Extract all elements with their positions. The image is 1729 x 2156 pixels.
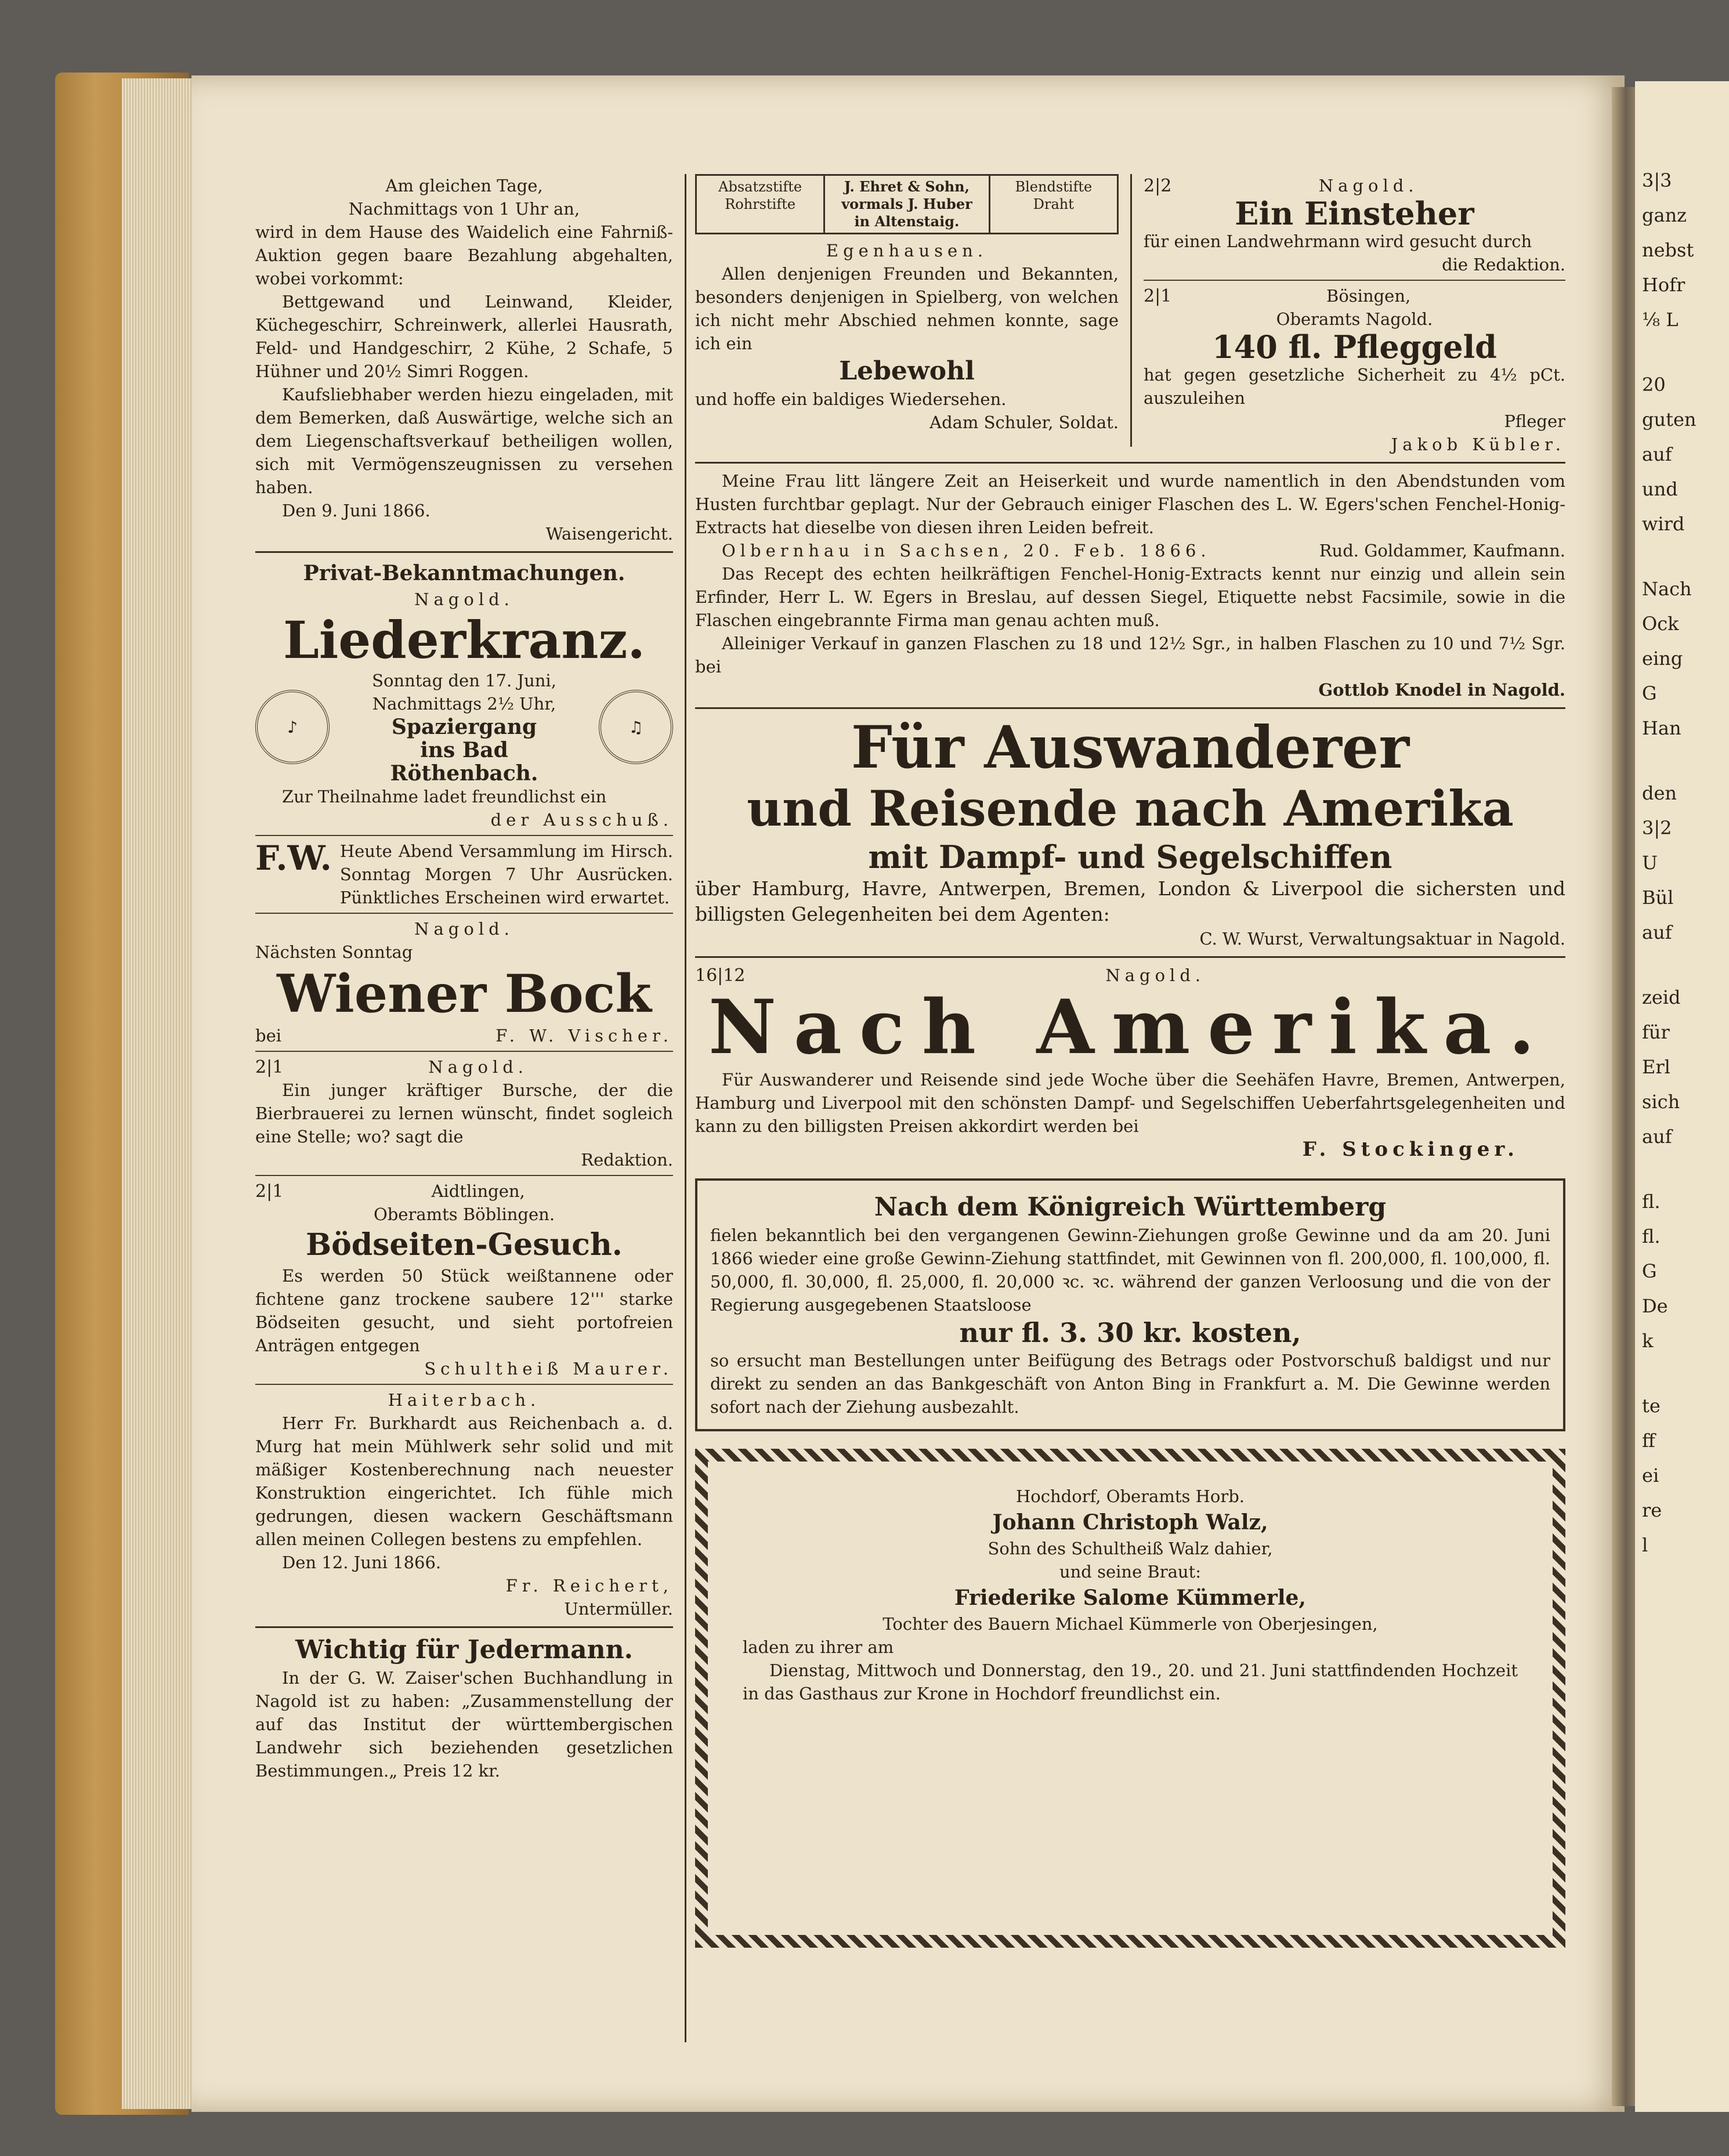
divider: [695, 707, 1565, 709]
ad-line: Röthenbach.: [390, 761, 538, 786]
fenchel-ad: [695, 469, 1565, 701]
facing-page-fragment: auf: [1642, 921, 1672, 943]
ad-agent: C. W. Wurst, Verwaltungsaktuar in Nagold.: [1199, 929, 1565, 949]
facing-page-fragment: 3|2: [1642, 817, 1672, 839]
ad-date: Den 12. Juni 1866.: [282, 1553, 442, 1572]
fw-text: Heute Abend Versammlung im Hirsch. Sonntag Morgen 7 Uhr Ausrücken. Pünktliches Erscheinen wird erwartet.: [339, 841, 673, 907]
ad-number: 16|12: [695, 965, 746, 986]
facing-page-fragment: guten: [1642, 408, 1697, 431]
ad-title: Wiener Bock: [277, 963, 652, 1025]
ad-signer: F. Stockinger.: [1302, 1138, 1519, 1161]
facing-page-fragment: 3|3: [1642, 169, 1672, 191]
facing-page-fragment: ganz: [1642, 204, 1687, 226]
ad-role: Pfleger: [1504, 411, 1565, 431]
box-text: vormals J. Huber: [841, 196, 972, 212]
ad-signer: Redaktion.: [581, 1150, 673, 1170]
ad-sub: Oberamts Nagold.: [1276, 309, 1433, 329]
facing-page-fragment: nebst: [1642, 239, 1694, 261]
facing-page-fragment: Han: [1642, 717, 1681, 739]
ad-text: über Hamburg, Havre, Antwerpen, Bremen, London & Liverpool die sichersten und billigsten Gelegenheiten bei dem Agenten:: [695, 877, 1565, 925]
page-edges: [122, 78, 197, 2109]
ad-title: Lebewohl: [839, 356, 975, 386]
facing-page-fragment: te: [1642, 1395, 1661, 1417]
auction-line: Bettgewand und Leinwand, Kleider, Küchegeschirr, Schreinwerk, allerlei Hausrath, Feld- und Handgeschirr, 2 Kühe, 2 Schafe, 5 Hühner und 20½ Simri Roggen.: [255, 292, 673, 381]
auction-date: Den 9. Juni 1866.: [282, 501, 431, 520]
ad-text: und seine Braut:: [1059, 1562, 1202, 1582]
ad-line: ins Bad: [420, 738, 508, 762]
ad-place: Hochdorf, Oberamts Horb.: [1016, 1486, 1245, 1506]
boedseiten-ad: [255, 1180, 673, 1380]
ad-place: Bösingen,: [1326, 286, 1411, 306]
ad-text: Ein junger kräftiger Bursche, der die Bierbrauerei zu lernen wünscht, findet sogleich eine Stelle; wo? sagt die: [255, 1080, 673, 1146]
ad-text: Allen denjenigen Freunden und Bekannten, besonders denjenigen in Spielberg, von welchen ich nicht mehr Abschied nehmen konnte, sage ich ein: [695, 264, 1119, 353]
left-column: [255, 174, 673, 1782]
box-text: Absatzstifte: [718, 179, 802, 195]
divider: [255, 1384, 673, 1385]
facing-page-fragment: Hofr: [1642, 274, 1685, 296]
lottery-ad: [695, 1178, 1565, 1431]
auction-notice: [255, 174, 673, 545]
wiener-bock-ad: [255, 917, 673, 1047]
box-text: J. Ehret & Sohn,: [844, 178, 970, 195]
wichtig-ad: [255, 1634, 673, 1782]
pflegeld-ad: [1144, 284, 1565, 456]
auction-line: Kaufsliebhaber werden hiezu eingeladen, mit dem Bemerken, daß Auswärtige, welche sich an dem Liegenschaftsverkauf betheiligen wollen, sich mit Vermögenszeugnissen zu versehen haben.: [255, 385, 673, 497]
ad-place: Haiterbach.: [388, 1390, 541, 1410]
facing-page-fragment: für: [1642, 1021, 1670, 1043]
ad-text: Sohn des Schultheiß Walz dahier,: [988, 1539, 1273, 1558]
ad-number: 2|1: [255, 1181, 284, 1202]
ad-title: Für Auswanderer: [851, 713, 1410, 782]
fw-notice: [255, 840, 673, 909]
facing-page-fragment: Nach: [1642, 578, 1692, 600]
ad-place: Nagold.: [414, 589, 514, 609]
ad-title: Wichtig für Jedermann.: [295, 1635, 633, 1665]
ad-signer: Fr. Reichert,: [505, 1576, 673, 1596]
ad-place-date: Olbernhau in Sachsen, 20. Feb. 1866.: [722, 541, 1211, 560]
liederkranz-ad: [255, 588, 673, 831]
bride-name: Friederike Salome Kümmerle,: [954, 1586, 1306, 1610]
ad-title: Bödseiten-Gesuch.: [306, 1227, 623, 1263]
ad-line: Nachmittags 2½ Uhr,: [372, 694, 556, 714]
ad-signer: die Redaktion.: [1442, 255, 1565, 274]
facing-page-fragment: Erl: [1642, 1056, 1670, 1078]
facing-page-fragment: und: [1642, 478, 1678, 500]
einsteher-ad: [1144, 174, 1565, 276]
divider: [255, 835, 673, 836]
facing-page-fragment: zeid: [1642, 986, 1681, 1008]
box-text: Draht: [1033, 196, 1074, 212]
facing-page-fragment: ⅛ L: [1642, 309, 1679, 331]
facing-page: [1635, 81, 1729, 2112]
box-text: Blendstifte: [1015, 179, 1093, 195]
ad-line: Nächsten Sonntag: [255, 942, 413, 962]
ad-text: Das Recept des echten heilkräftigen Fenchel-Honig-Extracts kennt nur einzig und allein sein Erfinder, Herr L. W. Egers in Breslau, auf dessen Siegel, Etiquette nebst Facsimile, sowie in die Flaschen eingebrannte Firma man genau achten muß.: [695, 564, 1565, 630]
ad-price: nur fl. 3. 30 kr. kosten,: [959, 1317, 1301, 1348]
facing-page-fragment: wird: [1642, 513, 1685, 535]
facing-page-fragment: fl.: [1642, 1191, 1661, 1213]
ad-text: Alleiniger Verkauf in ganzen Flaschen zu 18 und 12½ Sgr., in halben Flaschen zu 10 und 7½ Sgr. bei: [695, 634, 1565, 677]
lebewohl-ad: [695, 239, 1119, 434]
ad-sub: Oberamts Böblingen.: [373, 1204, 555, 1224]
ad-number: 2|1: [255, 1057, 284, 1077]
ad-text: so ersucht man Bestellungen unter Beifügung des Betrags oder Postvorschuß baldigst und nur direkt zu senden an das Bankgeschäft von Anton Bing in Frankfurt a. M. Die Gewinne werden sofort nach der Ziehung ausbezahlt.: [710, 1351, 1550, 1417]
auction-line: Am gleichen Tage,: [385, 176, 543, 196]
ad-seller: Gottlob Knodel in Nagold.: [1318, 680, 1565, 700]
facing-page-fragment: auf: [1642, 443, 1672, 465]
ad-title: Ein Einsteher: [1235, 195, 1474, 232]
facing-page-fragment: ei: [1642, 1464, 1659, 1486]
facing-page-fragment: G: [1642, 1260, 1657, 1282]
ad-text: laden zu ihrer am: [743, 1637, 894, 1657]
divider: [255, 1175, 673, 1176]
auction-line: wird in dem Hause des Waidelich eine Fahrniß-Auktion gegen baare Bezahlung abgehalten, wobei vorkommt:: [255, 222, 673, 288]
ad-text: Für Auswanderer und Reisende sind jede Woche über die Seehäfen Havre, Bremen, Antwerpen, Hamburg und Liverpool mit den schönsten Dampf- und Segelschiffen Ueberfahrtsgelegenheiten und kann zu den billigsten Preisen akkordirt werden bei: [695, 1070, 1565, 1136]
ad-signer: Jakob Kübler.: [1391, 435, 1565, 454]
ad-text: fielen bekanntlich bei den vergangenen Gewinn-Ziehungen große Gewinne und da am 20. Juni 1866 wieder eine große Gewinn-Ziehung stattfindet, mit Gewinnen von fl. 200,000, fl. 100,000, fl. 50,000, fl. 30,000, fl. 25,000, fl. 20,000 ꝛc. ꝛc. während der ganzen Verloosung und die von der Regierung ausgegebenen Staatsloose: [710, 1225, 1550, 1315]
book-gutter: [1612, 87, 1635, 2106]
ad-title: und Reisende nach Amerika: [747, 780, 1514, 837]
right-column: [695, 174, 1565, 1948]
ad-signer: Schultheiß Maurer.: [424, 1359, 673, 1379]
facing-page-fragment: den: [1642, 782, 1677, 804]
haiterbach-ad: [255, 1388, 673, 1620]
divider: [255, 913, 673, 914]
lyre-emblem-icon: ♪: [255, 690, 330, 764]
ad-place: Egenhausen.: [826, 241, 988, 261]
ad-text: Herr Fr. Burkhardt aus Reichenbach a. d. Murg hat mein Mühlwerk sehr solid und mit mäßiger Kostenberechnung nach neuester Konstruktion eingerichtet. Ich fühle mich gedrungen, diesen wackern Geschäftsmann allen meinen Collegen bestens zu empfehlen.: [255, 1413, 673, 1549]
facing-page-fragment: De: [1642, 1295, 1668, 1317]
ad-place: Nagold.: [1105, 965, 1206, 985]
divider: [255, 551, 673, 553]
ad-signer: F. W. Vischer.: [495, 1026, 673, 1046]
ad-title: mit Dampf- und Segelschiffen: [868, 838, 1392, 876]
facing-page-fragment: ff: [1642, 1430, 1655, 1452]
box-text: Rohrstifte: [725, 196, 796, 212]
ad-title: Liederkranz.: [283, 610, 646, 670]
fw-mark: F.W.: [255, 838, 332, 878]
column-rule: [1130, 174, 1132, 447]
ad-place: Nagold.: [1318, 176, 1419, 196]
ad-title: Nach dem Königreich Württemberg: [874, 1192, 1387, 1222]
facing-page-fragment: Bül: [1642, 887, 1674, 909]
bursche-ad: [255, 1055, 673, 1171]
ad-line: Sonntag den 17. Juni,: [372, 671, 556, 690]
facing-page-fragment: eing: [1642, 647, 1683, 670]
ad-signer: Rud. Goldammer, Kaufmann.: [1319, 541, 1565, 560]
ad-text: Meine Frau litt längere Zeit an Heiserkeit und wurde namentlich in den Abendstunden vom Husten furchtbar geplagt. Nur der Gebrauch einiger Flaschen des L. W. Egers'schen Fenchel-Honig-Extracts hat dieselbe von diesen ihren Leiden befreit.: [695, 471, 1565, 537]
ad-text: Dienstag, Mittwoch und Donnerstag, den 19., 20. und 21. Juni stattfindenden Hochzeit in das Gasthaus zur Krone in Hochdorf freundlichst ein.: [743, 1661, 1518, 1703]
facing-page-fragment: U: [1642, 852, 1658, 874]
facing-page-fragment: Ock: [1642, 613, 1679, 635]
ad-title: 140 fl. Pfleggeld: [1212, 328, 1497, 366]
divider: [255, 1051, 673, 1052]
auction-signer: Waisengericht.: [545, 524, 673, 544]
ad-text: Tochter des Bauern Michael Kümmerle von Oberjesingen,: [882, 1614, 1378, 1634]
amerika-ad: [695, 964, 1565, 1161]
facing-page-fragment: 20: [1642, 374, 1666, 396]
ad-line: Spaziergang: [391, 715, 537, 739]
ehret-logo-box: [695, 174, 1119, 234]
groom-name: Johann Christoph Walz,: [992, 1510, 1268, 1535]
facing-page-fragment: re: [1642, 1499, 1662, 1521]
ad-text: hat gegen gesetzliche Sicherheit zu 4½ pCt. auszuleihen: [1144, 365, 1565, 408]
ad-signer: Adam Schuler, Soldat.: [929, 413, 1119, 432]
ad-line: bei: [255, 1026, 282, 1046]
ad-text: für einen Landwehrmann wird gesucht durch: [1144, 231, 1532, 251]
private-heading: Privat-Bekanntmachungen.: [303, 561, 625, 585]
lyre-emblem-icon: ♫: [599, 690, 673, 764]
ad-title: Nach Amerika.: [708, 984, 1552, 1071]
ad-number: 2|1: [1144, 286, 1172, 306]
ad-signer: der Ausschuß.: [490, 810, 673, 830]
divider: [695, 956, 1565, 958]
facing-page-fragment: auf: [1642, 1126, 1672, 1148]
facing-page-fragment: sich: [1642, 1091, 1680, 1113]
column-rule: [685, 174, 686, 2042]
facing-page-fragment: k: [1642, 1330, 1654, 1352]
box-text: in Altenstaig.: [854, 213, 960, 230]
ad-number: 2|2: [1144, 176, 1172, 196]
ad-text: und hoffe ein baldiges Wiedersehen.: [695, 389, 1007, 409]
divider: [695, 462, 1565, 464]
ad-text: In der G. W. Zaiser'schen Buchhandlung in Nagold ist zu haben: „Zusammenstellung der auf das Institut der württembergischen Landwehr sich beziehenden gesetzlichen Bestimmungen.„ Preis 12 kr.: [255, 1668, 673, 1781]
ad-place: Nagold.: [414, 919, 514, 939]
ad-place: Aidtlingen,: [431, 1181, 525, 1201]
facing-page-fragment: l: [1642, 1534, 1648, 1556]
facing-page-fragment: fl.: [1642, 1225, 1661, 1247]
wedding-announcement: [695, 1449, 1565, 1948]
divider: [1144, 280, 1565, 281]
auction-line: Nachmittags von 1 Uhr an,: [348, 199, 580, 219]
ad-signer: Untermüller.: [564, 1599, 673, 1619]
facing-page-fragment: G: [1642, 682, 1657, 704]
divider: [255, 1626, 673, 1628]
ad-text: Es werden 50 Stück weißtannene oder fichtene ganz trockene saubere 12''' starke Bödseiten gesucht, und sieht portofreien Anträgen entgegen: [255, 1266, 673, 1355]
ad-text: Zur Theilnahme ladet freundlichst ein: [282, 787, 607, 806]
ad-place: Nagold.: [428, 1057, 529, 1077]
auswanderer-ad: [695, 715, 1565, 950]
